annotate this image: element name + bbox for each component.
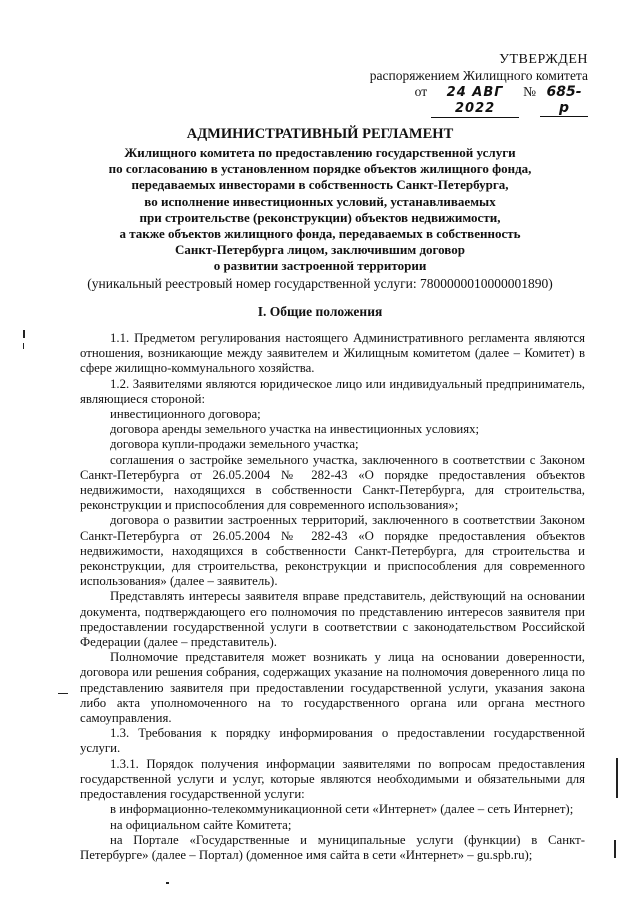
approval-date: 24 АВГ 2022 bbox=[431, 85, 519, 118]
list-item: на Портале «Государственные и муниципальные услуги (функции) в Санкт-Петербурге» (далее – Портал) (доменное имя сайта в сети «Интернет» – gu.spb.ru); bbox=[80, 832, 585, 862]
scan-mark bbox=[616, 758, 618, 798]
approval-title: УТВЕРЖДЕН bbox=[499, 52, 588, 67]
paragraph: 1.3.1. Порядок получения информации заявителями по вопросам предоставления государственной услуги и услуг, которые являются необходимыми и обязательными для предоставления государственной услуги: bbox=[80, 756, 585, 802]
section-title: I. Общие положения bbox=[257, 304, 383, 319]
registry-number: (уникальный реестровый номер государственной услуги: 7800000010000001890) bbox=[87, 275, 553, 291]
approval-number: 685-р bbox=[540, 84, 588, 117]
subtitle-line: во исполнение инвестиционных условий, устанавливаемых bbox=[144, 193, 496, 209]
list-item: договора купли-продажи земельного участка; bbox=[110, 437, 359, 452]
subtitle-line: а также объектов жилищного фонда, передаваемых в собственность bbox=[119, 226, 521, 242]
paragraph: Полномочие представителя может возникать у лица на основании доверенности, договора или решения собрания, содержащих указание на полномочия доверенного лица по представлению заявителя при предоставлении государственной услуги, указания закона либо акта уполномоченного на то государственного органа или органа местного самоуправления. bbox=[80, 650, 585, 726]
approval-authority: распоряжением Жилищного комитета bbox=[369, 68, 588, 83]
list-item: договора аренды земельного участка на инвестиционных условиях; bbox=[110, 422, 480, 437]
subtitle-line: при строительстве (реконструкции) объектов недвижимости, bbox=[139, 209, 501, 225]
scan-mark bbox=[58, 693, 68, 694]
document-title: АДМИНИСТРАТИВНЫЙ РЕГЛАМЕНТ bbox=[186, 126, 454, 142]
subtitle-line: Санкт-Петербурга лицом, заключившим договор bbox=[175, 242, 465, 258]
subtitle-line: Жилищного комитета по предоставлению государственной услуги bbox=[124, 145, 516, 160]
list-item: в информационно-телекоммуникационной сети «Интернет» (далее – сеть Интернет); bbox=[110, 802, 574, 817]
scan-mark bbox=[23, 330, 25, 338]
document-body bbox=[80, 331, 585, 863]
number-label: № bbox=[523, 84, 536, 99]
paragraph: 1.3. Требования к порядку информирования о предоставлении государственной услуги. bbox=[80, 726, 585, 756]
list-item: договора о развитии застроенных территорий, заключенного в соответствии Законом Санкт-Петербурга от 26.05.2004 № 282-43 «О порядке предоставления объектов недвижимости, находящихся в собственности Санкт-Петербурга, для строительства и реконструкции, для строительства, реконструкции и приспособления для современного использования» (далее – заявитель). bbox=[80, 513, 585, 589]
approval-date-line bbox=[415, 84, 588, 118]
paragraph: Представлять интересы заявителя вправе представитель, действующий на основании документа, подтверждающего его полномочия по представлению интересов заявителя при предоставлении государственной услуги в соответствии с законодательством Российской Федерации (далее – представитель). bbox=[80, 589, 585, 650]
list-item: на официальном сайте Комитета; bbox=[110, 817, 292, 832]
approval-stamp bbox=[370, 52, 588, 118]
paragraph: 1.2. Заявителями являются юридическое лицо или индивидуальный предприниматель, являющиеся стороной: bbox=[80, 376, 585, 406]
list-item: соглашения о застройке земельного участка, заключенного в соответствии с Законом Санкт-Петербурга от 26.05.2004 № 282-43 «О порядке предоставления объектов недвижимости, находящихся в собственности Санкт-Петербурга, для строительства, реконструкции и приспособления для современного использования»; bbox=[80, 452, 585, 513]
list-item: инвестиционного договора; bbox=[110, 407, 261, 422]
scan-mark bbox=[614, 840, 616, 858]
scan-mark bbox=[166, 882, 169, 884]
document-header bbox=[60, 125, 580, 292]
from-label: от bbox=[414, 84, 428, 99]
subtitle-line: о развитии застроенной территории bbox=[213, 258, 427, 274]
subtitle-line: по согласованию в установленном порядке объектов жилищного фонда, bbox=[108, 161, 532, 177]
paragraph: 1.1. Предметом регулирования настоящего Административного регламента являются отношения, возникающие между заявителем и Жилищным комитетом (далее – Комитет) в сфере жилищно-коммунального хозяйства. bbox=[80, 331, 585, 376]
scan-mark bbox=[23, 343, 24, 349]
subtitle-line: передаваемых инвесторами в собственность Санкт-Петербурга, bbox=[131, 177, 509, 193]
